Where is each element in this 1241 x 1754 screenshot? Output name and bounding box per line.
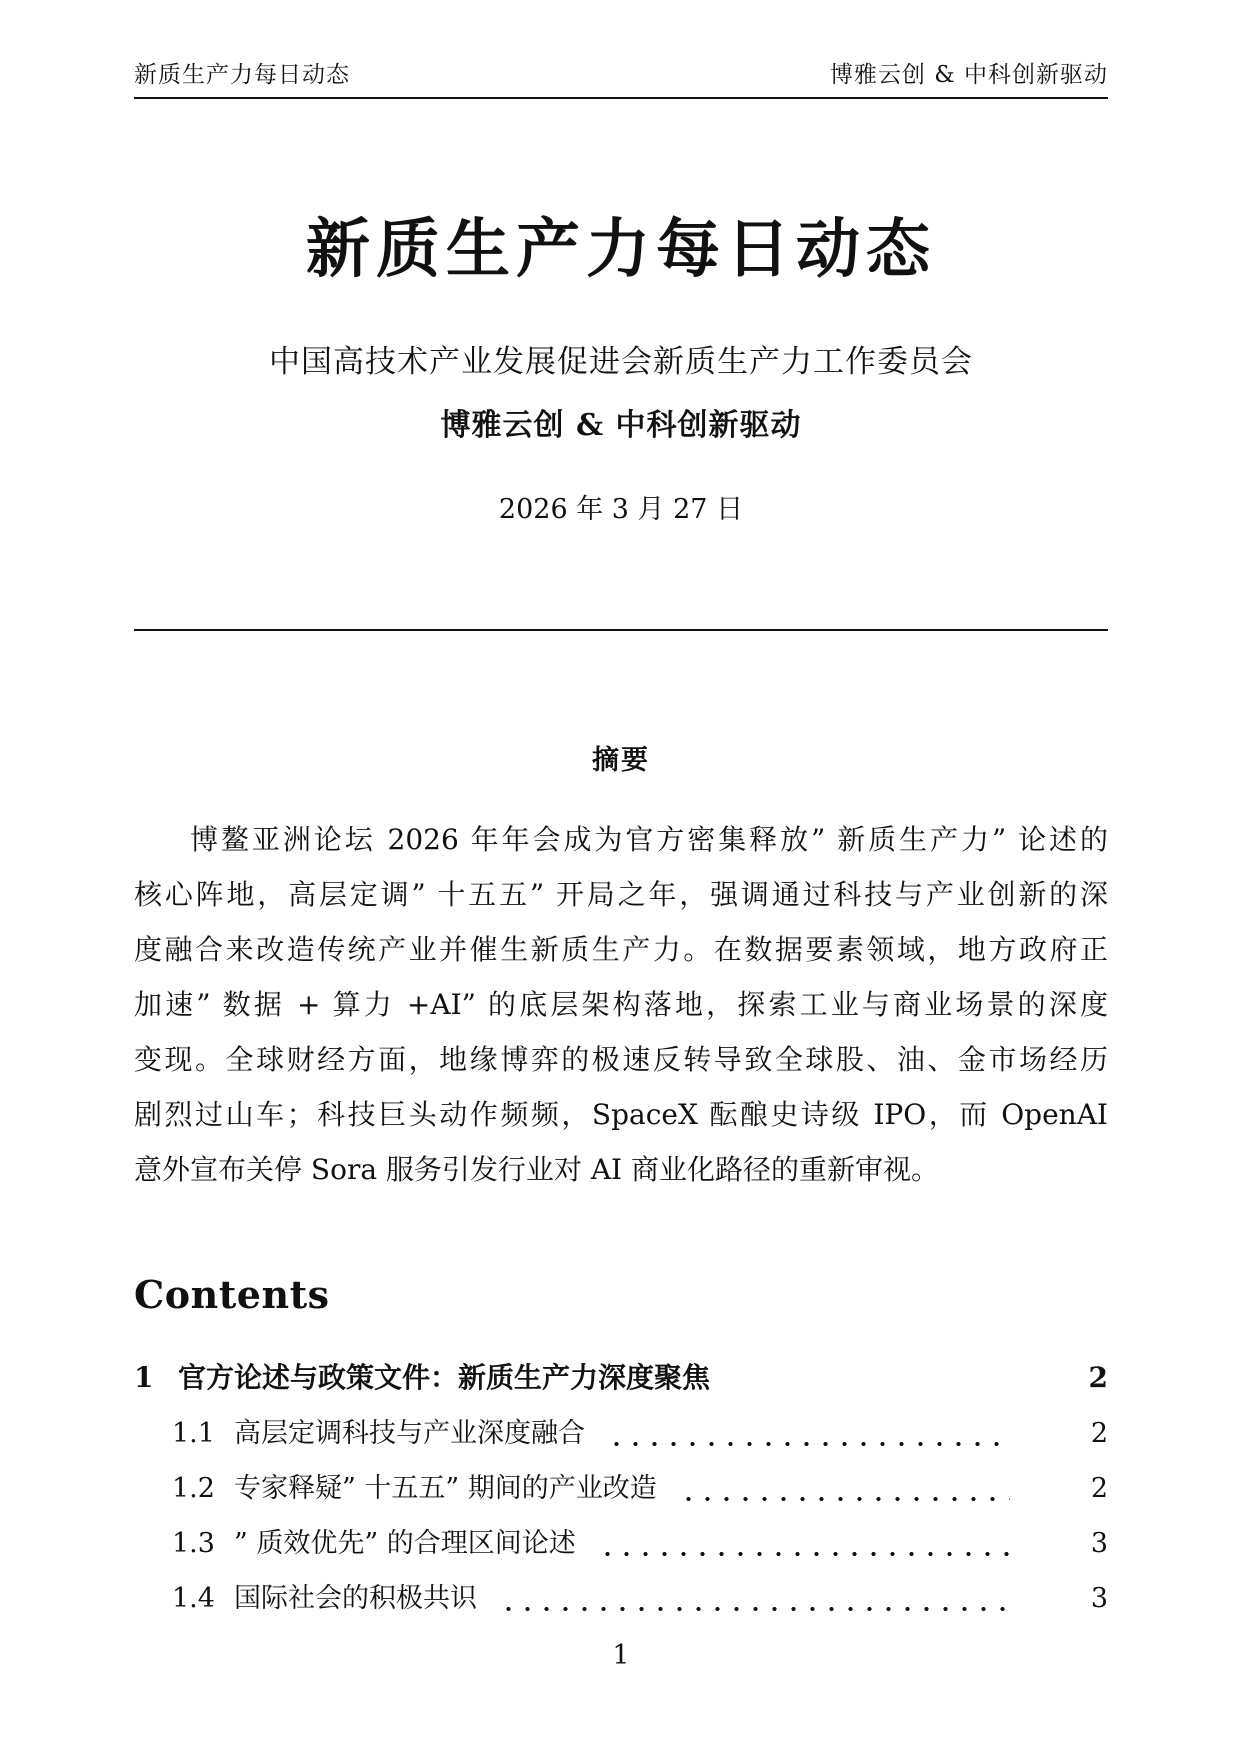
- toc-entry-page: 2: [1088, 1361, 1108, 1394]
- toc-entry-number: 1: [134, 1361, 154, 1394]
- toc-entry-section-1[interactable]: [134, 1358, 1108, 1398]
- contents-heading: Contents: [134, 1272, 330, 1317]
- title-separator-rule: [134, 629, 1108, 631]
- toc-entry-number: 1.2: [172, 1473, 215, 1504]
- abstract-line: 核心阵地，高层定调” 十五五” 开局之年，强调通过科技与产业创新的深: [134, 878, 1108, 911]
- page-number: 1: [612, 1640, 630, 1671]
- toc-entry-title: ” 质效优先” 的合理区间论述: [234, 1528, 576, 1559]
- committee-line: 中国高技术产业发展促进会新质生产力工作委员会: [269, 344, 973, 380]
- toc-entry-1-4[interactable]: [134, 1579, 1108, 1619]
- toc-entry-page: 3: [1090, 1583, 1108, 1614]
- running-header: [134, 56, 1108, 89]
- date-line: 2026 年 3 月 27 日: [498, 494, 744, 525]
- abstract-line: 度融合来改造传统产业并催生新质生产力。在数据要素领域，地方政府正: [134, 933, 1108, 966]
- authors-line: 博雅云创 & 中科创新驱动: [440, 408, 802, 443]
- header-rule: [134, 97, 1108, 99]
- toc-entry-title: 国际社会的积极共识: [234, 1583, 477, 1614]
- abstract-line: 变现。全球财经方面，地缘博弈的极速反转导致全球股、油、金市场经历: [134, 1043, 1108, 1076]
- running-header-left: 新质生产力每日动态: [134, 62, 350, 88]
- toc-entry-page: 2: [1090, 1418, 1108, 1449]
- toc-entry-number: 1.3: [172, 1528, 215, 1559]
- toc-entry-1-1[interactable]: [134, 1414, 1108, 1454]
- toc-entry-number: 1.4: [172, 1583, 215, 1614]
- abstract-line: 博鳌亚洲论坛 2026 年年会成为官方密集释放” 新质生产力” 论述的: [190, 823, 1108, 856]
- toc-dot-leader: [601, 1414, 1010, 1454]
- toc-entry-title: 官方论述与政策文件：新质生产力深度聚焦: [178, 1361, 711, 1394]
- running-header-right: 博雅云创 & 中科创新驱动: [829, 62, 1108, 88]
- abstract-line: 剧烈过山车；科技巨头动作频频，SpaceX 酝酿史诗级 IPO，而 OpenAI: [134, 1098, 1108, 1131]
- abstract-line: 加速” 数据 + 算力 +AI” 的底层架构落地，探索工业与商业场景的深度: [134, 988, 1108, 1021]
- abstract-line: 意外宣布关停 Sora 服务引发行业对 AI 商业化路径的重新审视。: [134, 1153, 940, 1186]
- abstract-paragraph: [134, 812, 1108, 1197]
- toc-entry-title: 高层定调科技与产业深度融合: [234, 1418, 585, 1449]
- toc-entry-page: 2: [1090, 1473, 1108, 1504]
- toc-dot-leader: [493, 1579, 1010, 1619]
- toc-entry-number: 1.1: [172, 1418, 215, 1449]
- abstract-heading: 摘要: [592, 745, 650, 776]
- toc-dot-leader: [673, 1469, 1010, 1509]
- toc-entry-page: 3: [1090, 1528, 1108, 1559]
- toc-dot-leader: [592, 1524, 1010, 1564]
- toc-entry-1-3[interactable]: [134, 1524, 1108, 1564]
- toc-entry-title: 专家释疑” 十五五” 期间的产业改造: [234, 1473, 657, 1504]
- document-title: 新质生产力每日动态: [306, 212, 936, 287]
- toc-entry-1-2[interactable]: [134, 1469, 1108, 1509]
